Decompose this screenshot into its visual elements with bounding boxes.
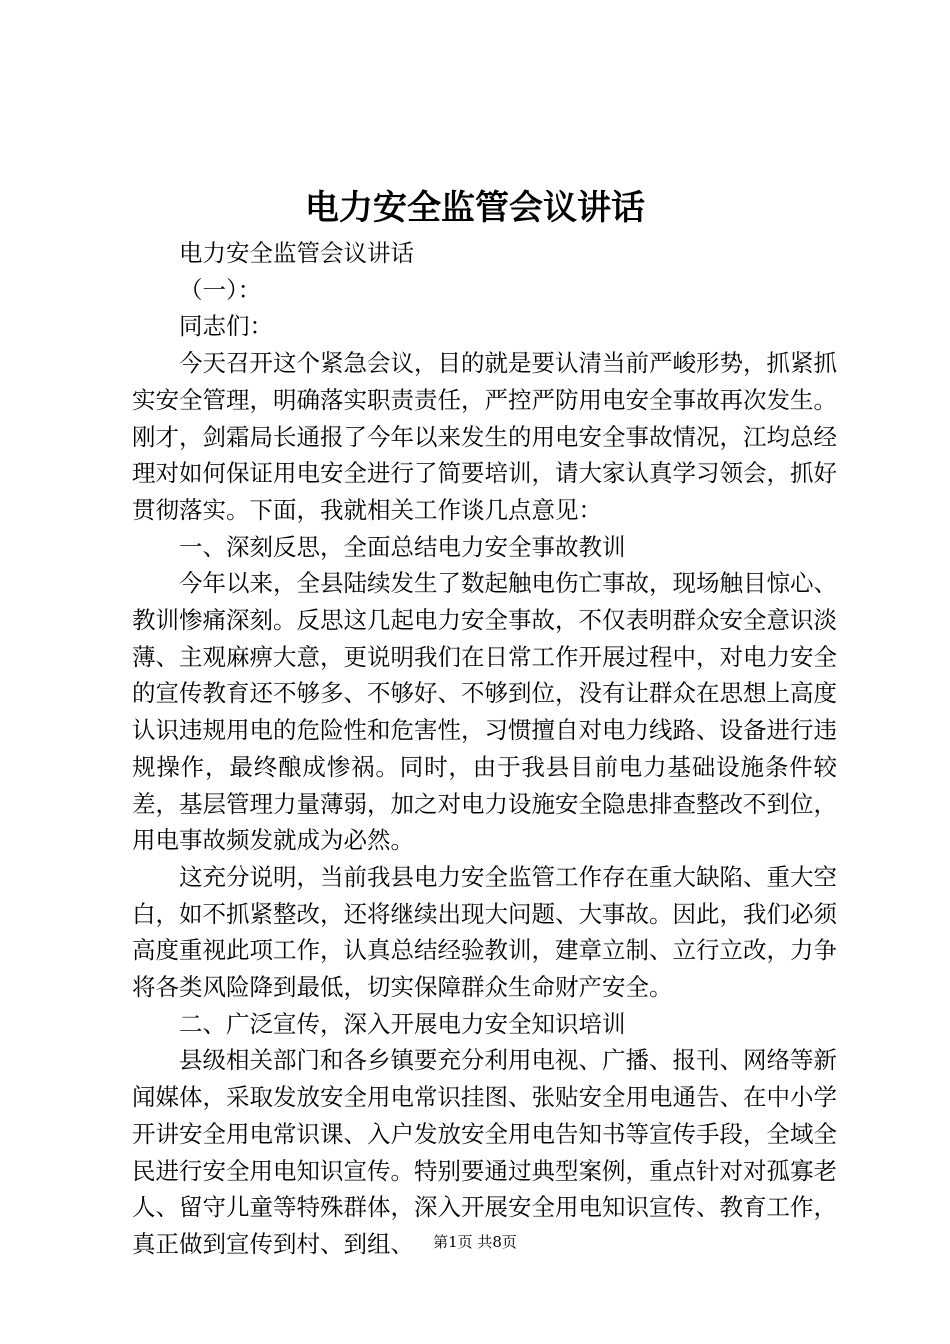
- document-body: [132, 235, 837, 1263]
- paragraph-section-1-a: 今年以来，全县陆续发生了数起触电伤亡事故，现场触目惊心、教训惨痛深刻。反思这几起电力安全事故，不仅表明群众安全意识淡薄、主观麻痹大意，更说明我们在日常工作开展过程中，对电力安全的宣传教育还不够多、不够好、不够到位，没有让群众在思想上高度认识违规用电的危险性和危害性，习惯擅自对电力线路、设备进行违规操作，最终酿成惨祸。同时，由于我县目前电力基础设施条件较差，基层管理力量薄弱，加之对电力设施安全隐患排查整改不到位，用电事故频发就成为必然。: [132, 569, 837, 855]
- paragraph-part-number: （一）：: [179, 275, 262, 304]
- paragraph-section-1-b: 这充分说明，当前我县电力安全监管工作存在重大缺陷、重大空白，如不抓紧整改，还将继续出现大问题、大事故。因此，我们必须高度重视此项工作，认真总结经验教训，建章立制、立行立改，力争将各类风险降到最低，切实保障群众生命财产安全。: [132, 862, 837, 1002]
- paragraph-intro: 今天召开这个紧急会议，目的就是要认清当前严峻形势，抓紧抓实安全管理，明确落实职责责任，严控严防用电安全事故再次发生。刚才，剑霜局长通报了今年以来发生的用电安全事故情况，江均总经理对如何保证用电安全进行了简要培训，请大家认真学习领会，抓好贯彻落实。下面，我就相关工作谈几点意见：: [132, 349, 837, 524]
- paragraph-subtitle: 电力安全监管会议讲话: [179, 239, 414, 267]
- paragraph-section-2-a: 县级相关部门和各乡镇要充分利用电视、广播、报刊、网络等新闻媒体，采取发放安全用电常识挂图、张贴安全用电通告、在中小学开讲安全用电常识课、入户发放安全用电告知书等宣传手段，全域全民进行安全用电知识宣传。特别要通过典型案例，重点针对对孤寡老人、留守儿童等特殊群体，深入开展安全用电知识宣传、教育工作，真正做到宣传到村、到组、: [132, 1046, 837, 1258]
- page-number-footer: 第1页 共8页: [433, 1233, 517, 1251]
- document-title: 电力安全监管会议讲话: [305, 188, 645, 228]
- section-heading-2: 二、广泛宣传，深入开展电力安全知识培训: [179, 1009, 626, 1038]
- section-heading-1: 一、深刻反思，全面总结电力安全事故教训: [179, 532, 626, 561]
- paragraph-salutation: 同志们：: [179, 312, 273, 341]
